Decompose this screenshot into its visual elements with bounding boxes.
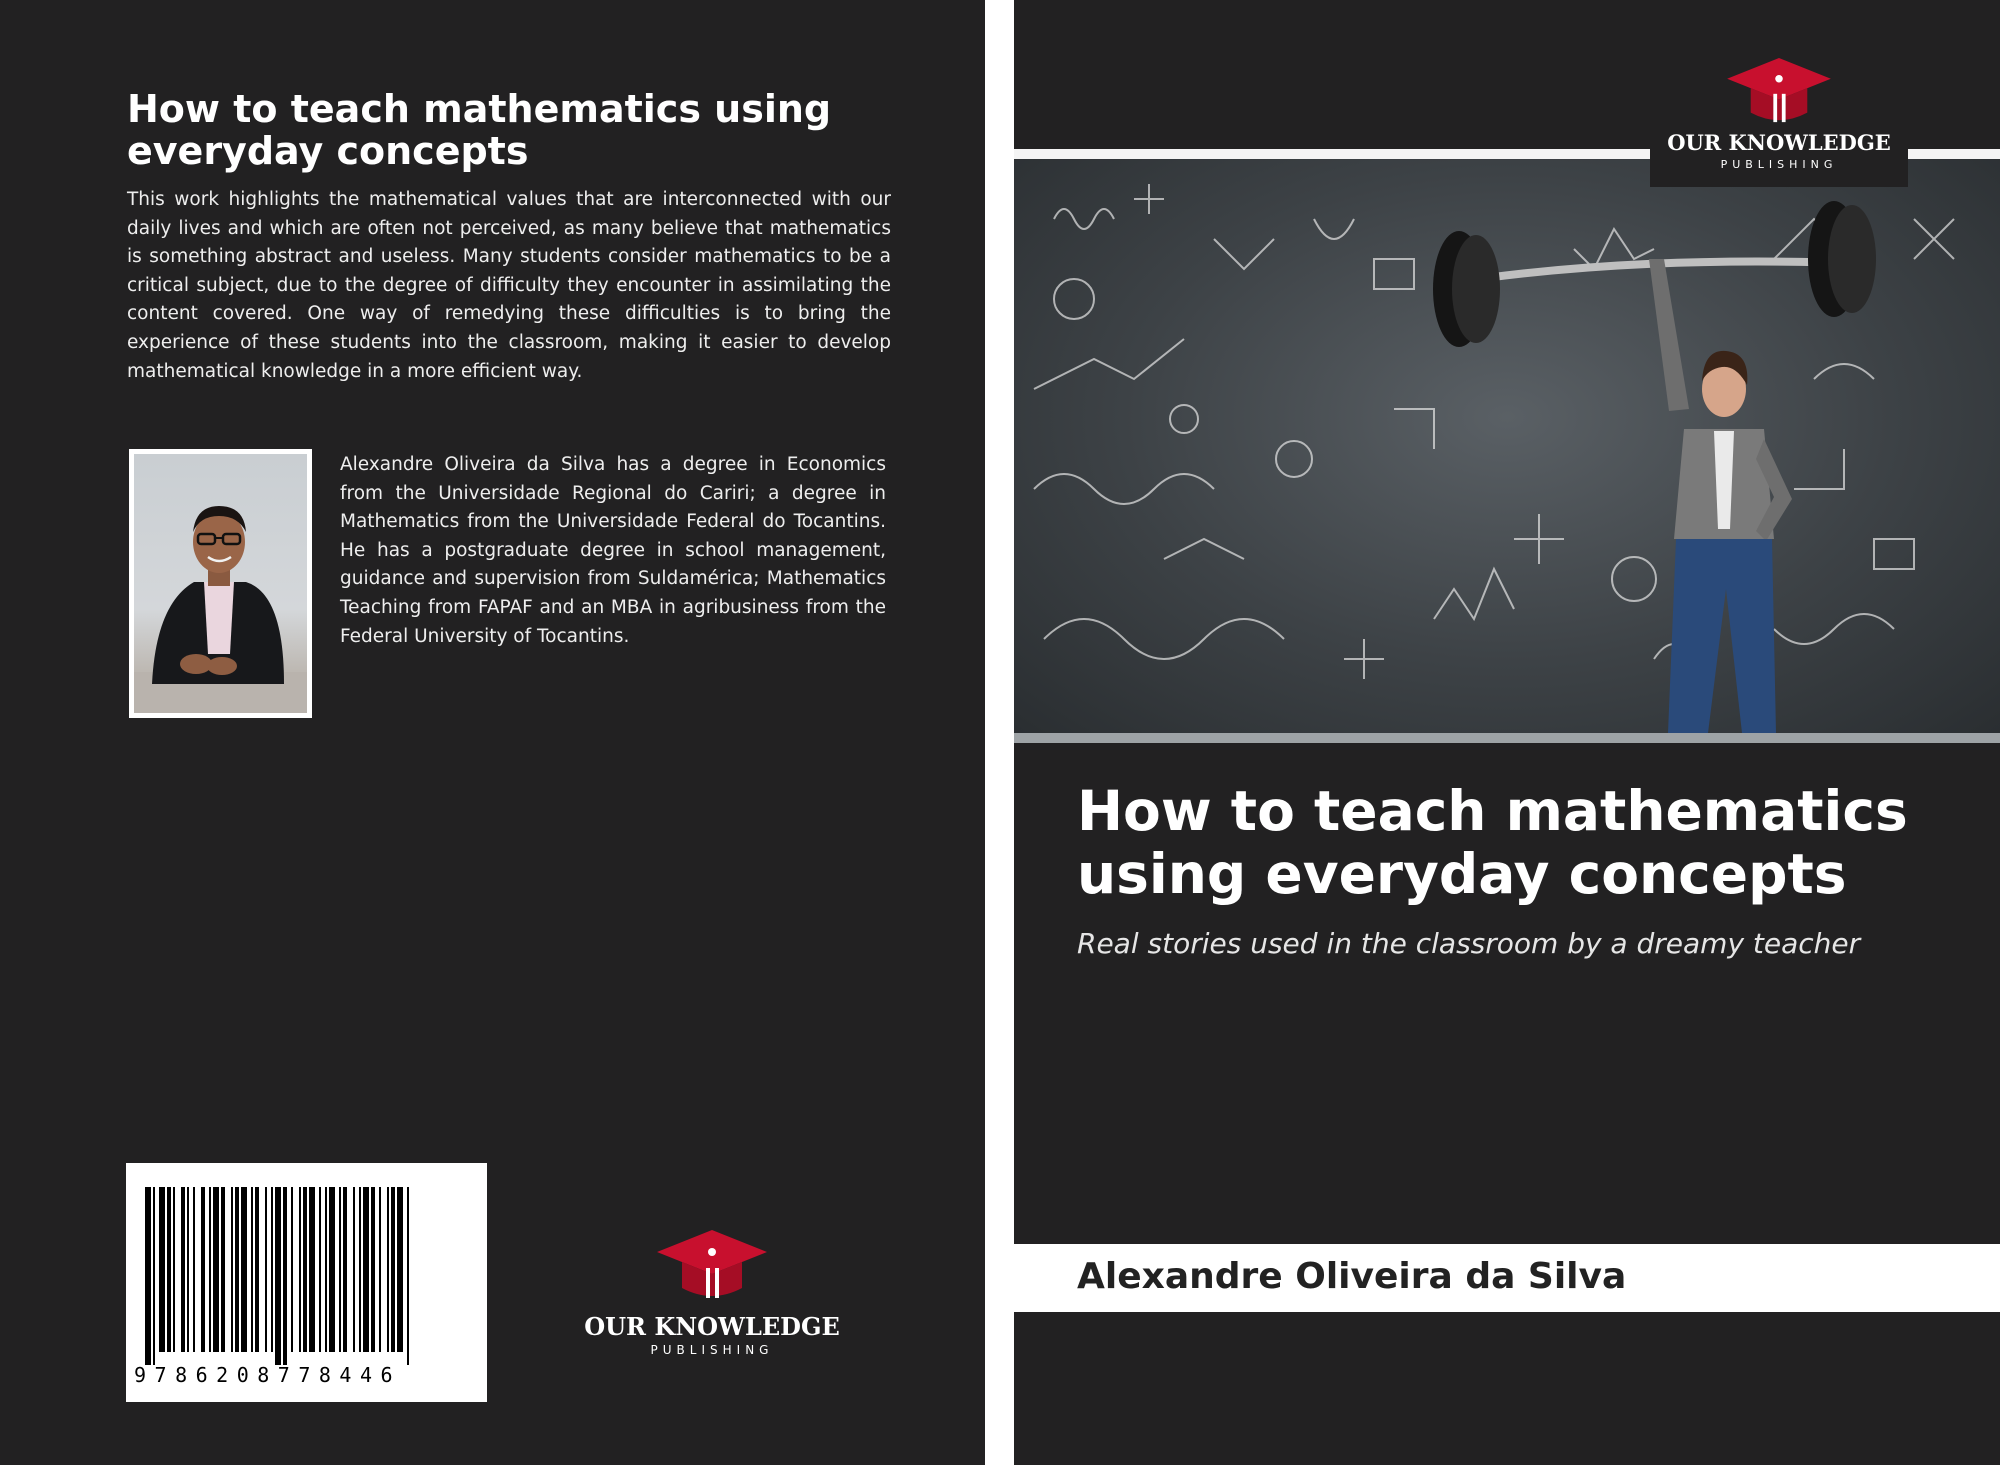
barcode-bar <box>391 1187 395 1352</box>
front-cover-author: Alexandre Oliveira da Silva <box>1077 1256 1627 1297</box>
barcode-bar <box>283 1187 287 1365</box>
barcode-bar <box>325 1187 327 1352</box>
isbn-number: 9786208778446 <box>134 1363 402 1387</box>
barcode-bar <box>187 1187 189 1352</box>
barcode-bar <box>387 1187 389 1352</box>
barcode-bar <box>353 1187 355 1352</box>
author-band <box>1014 1244 2000 1312</box>
barcode-bar <box>241 1187 247 1352</box>
barcode-bar <box>265 1187 267 1352</box>
barcode-bar <box>339 1187 341 1352</box>
barcode-bar <box>371 1187 375 1352</box>
barcode-bar <box>193 1187 195 1352</box>
barcode-bar <box>275 1187 281 1365</box>
barcode-bar <box>251 1187 253 1352</box>
author-photo <box>134 454 307 713</box>
barcode-bar <box>221 1187 225 1352</box>
barcode-bars <box>145 1187 468 1365</box>
back-cover-title: How to teach mathematics using everyday concepts <box>127 87 832 173</box>
publisher-name: OUR KNOWLEDGE <box>584 1312 840 1341</box>
author-photo-frame <box>129 449 312 718</box>
barcode-bar <box>231 1187 233 1352</box>
barcode-bar <box>213 1187 219 1352</box>
cover-illustration <box>1014 159 2000 733</box>
barcode-bar <box>209 1187 211 1352</box>
publisher-sub: PUBLISHING <box>1720 158 1838 171</box>
barcode-bar <box>145 1187 151 1365</box>
barcode-bar <box>303 1187 307 1352</box>
barcode-bar <box>235 1187 239 1352</box>
back-cover <box>0 0 985 1465</box>
barcode-bar <box>255 1187 259 1352</box>
barcode-bar <box>299 1187 301 1352</box>
barcode-bar <box>167 1187 171 1352</box>
graduation-cap-icon <box>657 1230 767 1300</box>
barcode-bar <box>291 1187 293 1352</box>
chalkboard-weightlifter-illustration <box>1014 159 2000 733</box>
barcode-bar <box>343 1187 347 1352</box>
barcode-bar <box>159 1187 165 1352</box>
barcode-bar <box>319 1187 321 1352</box>
barcode-bar <box>181 1187 185 1352</box>
barcode-bar <box>407 1187 409 1365</box>
barcode-bar <box>363 1187 369 1352</box>
publisher-logo-back <box>582 1230 842 1360</box>
barcode-bar <box>271 1187 273 1352</box>
barcode-bar <box>359 1187 361 1352</box>
barcode-bar <box>397 1187 403 1352</box>
author-bio: Alexandre Oliveira da Silva has a degree in Economics from the Universidade Regional do Cariri; a degree in Mathematics from the Universidade Federal do Tocantins. He has a postgraduate degree in school management, guidance and supervision from Suldamérica; Mathematics Teaching from FAPAF and an MBA in agribusiness from the Federal University of Tocantins. <box>340 454 886 647</box>
barcode-bar <box>173 1187 175 1352</box>
publisher-sub: PUBLISHING <box>650 1343 774 1357</box>
author-photo-illustration <box>134 454 307 713</box>
chalkboard-ledge <box>1014 733 2000 743</box>
front-cover-title: How to teach mathematics using everyday concepts <box>1077 779 1908 906</box>
back-cover-blurb: This work highlights the mathematical values that are interconnected with our daily lives and which are often not perceived, as many believe that mathematics is something abstract and useless. Many students consider mathematics to be a critical subject, due to the degree of difficulty they encounter in assimilating the content covered. One way of remedying these difficulties is to bring the experience of these students into the classroom, making it easier to develop mathematical knowledge in a more efficient way. <box>127 189 891 382</box>
barcode-bar <box>153 1187 155 1365</box>
front-cover-subtitle: Real stories used in the classroom by a dreamy teacher <box>1077 927 1861 960</box>
publisher-logo-front <box>1650 48 1908 187</box>
front-cover <box>1014 0 2000 1465</box>
barcode-bar <box>309 1187 315 1352</box>
publisher-name: OUR KNOWLEDGE <box>1667 130 1891 155</box>
barcode-bar <box>329 1187 335 1352</box>
graduation-cap-icon <box>1726 58 1832 124</box>
barcode-bar <box>379 1187 381 1352</box>
barcode <box>126 1163 487 1402</box>
barcode-bar <box>201 1187 205 1352</box>
